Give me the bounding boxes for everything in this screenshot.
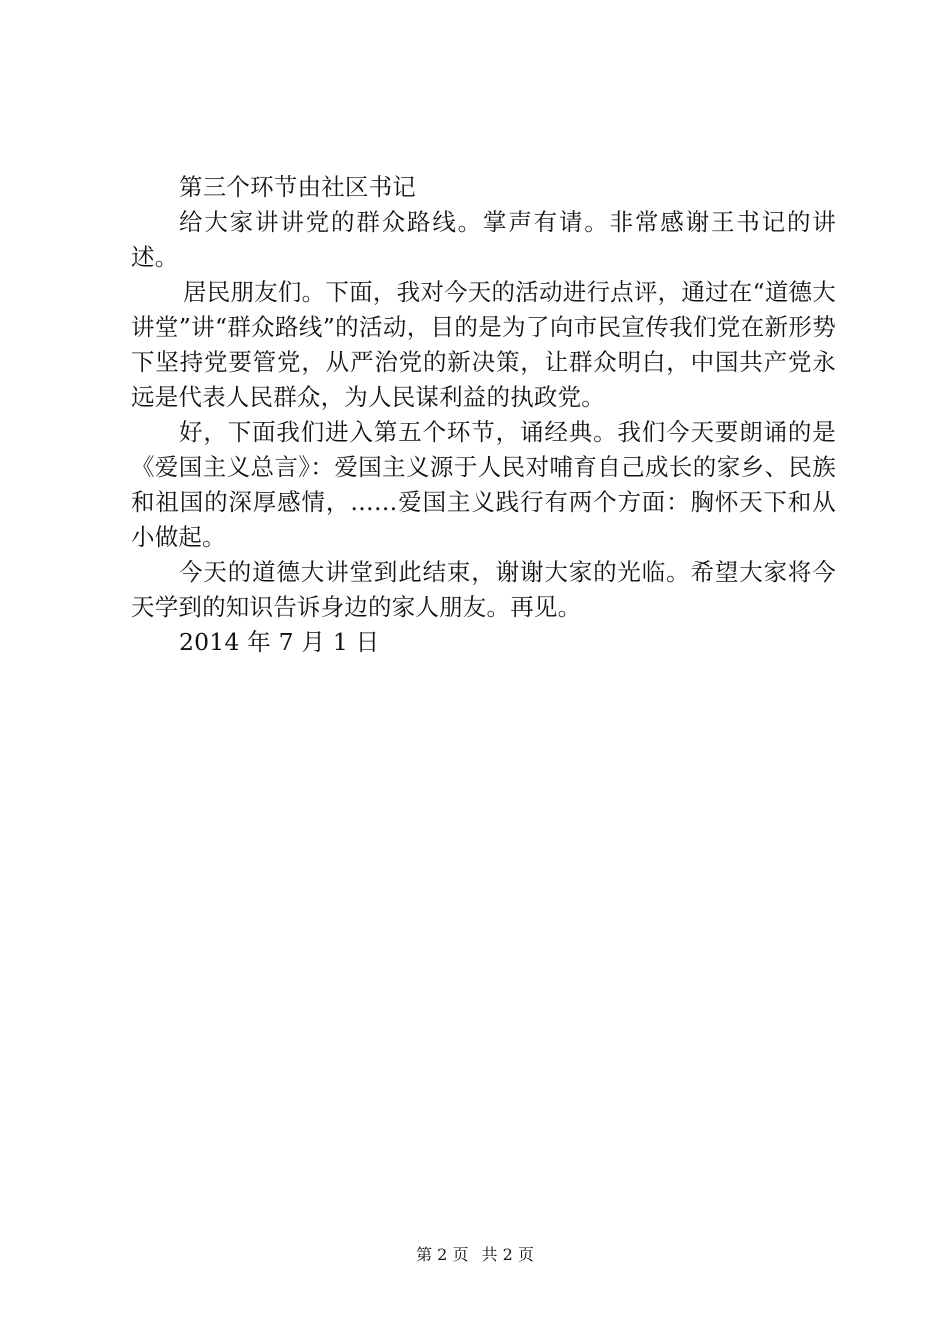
paragraph-4: 好，下面我们进入第五个环节，诵经典。我们今天要朗诵的是《爱国主义总言》：爱国主义源于人民对哺育自己成长的家乡、民族和祖国的深厚感情，……爱国主义践行有两个方面：胸怀天下和从小做起。	[131, 418, 836, 551]
paragraph-2: 给大家讲讲党的群众路线。掌声有请。非常感谢王书记的讲述。	[131, 208, 836, 271]
document-body	[131, 170, 836, 660]
document-date: 2014 年 7 月 1 日	[179, 628, 380, 656]
paragraph-3: 居民朋友们。下面，我对今天的活动进行点评，通过在“道德大讲堂”讲“群众路线”的活动，目的是为了向市民宣传我们党在新形势下坚持党要管党，从严治党的新决策，让群众明白，中国共产党永远是代表人民群众，为人民谋利益的执政党。	[131, 278, 836, 411]
page-number: 第 2 页	[416, 1245, 469, 1264]
page-total: 共 2 页	[481, 1245, 534, 1264]
paragraph-1: 第三个环节由社区书记	[179, 173, 416, 201]
paragraph-5: 今天的道德大讲堂到此结束，谢谢大家的光临。希望大家将今天学到的知识告诉身边的家人朋友。再见。	[131, 558, 836, 621]
page-footer	[0, 1244, 950, 1266]
